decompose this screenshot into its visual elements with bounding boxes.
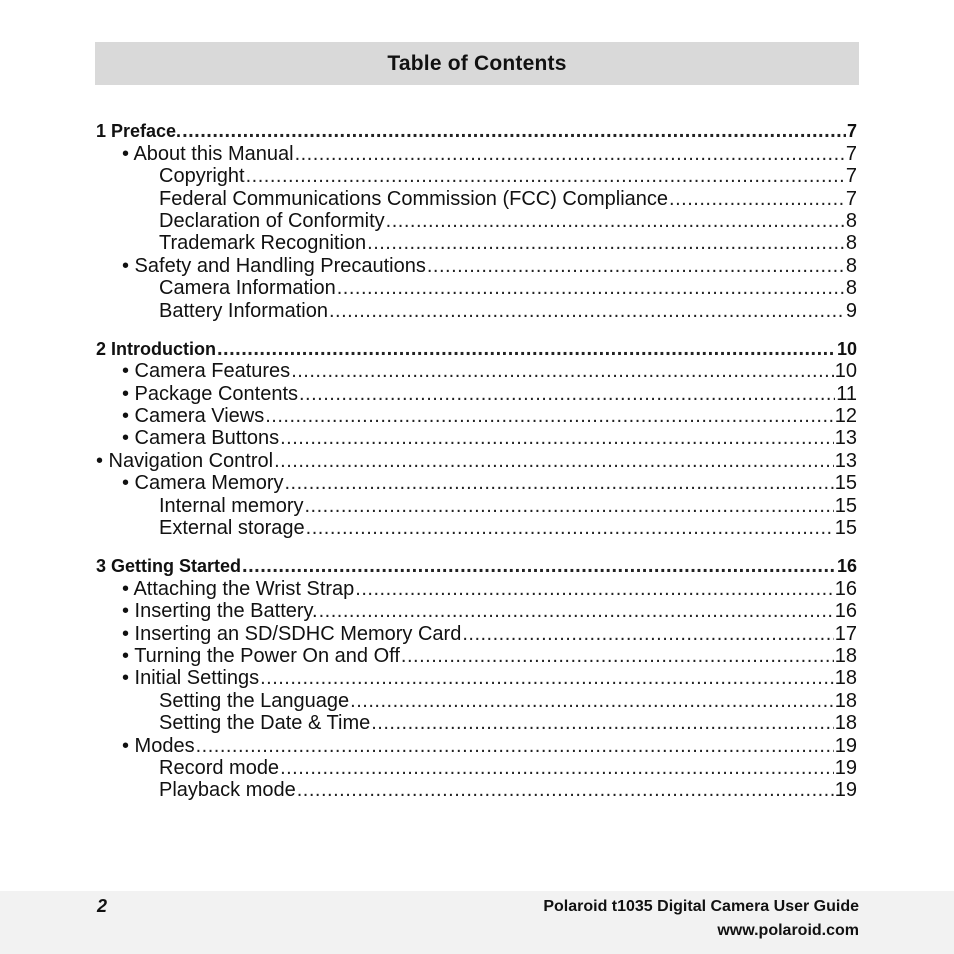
toc-entry-page: 8 bbox=[845, 277, 857, 300]
toc-entry[interactable] bbox=[96, 666, 857, 688]
page-number: 2 bbox=[97, 896, 108, 916]
toc-entry[interactable] bbox=[96, 688, 857, 710]
toc-entry-page: 15 bbox=[834, 517, 857, 540]
toc-entry[interactable] bbox=[96, 209, 857, 231]
table-of-contents bbox=[96, 119, 857, 800]
dot-leader bbox=[386, 211, 845, 231]
dot-leader bbox=[280, 428, 834, 448]
dot-leader bbox=[297, 780, 834, 800]
dot-leader bbox=[295, 144, 845, 164]
toc-entry[interactable] bbox=[96, 756, 857, 778]
toc-entry-page: 16 bbox=[834, 577, 857, 600]
toc-entry[interactable] bbox=[96, 711, 857, 733]
toc-entry-page: 8 bbox=[845, 254, 857, 277]
toc-entry-page: 18 bbox=[834, 712, 857, 735]
dot-leader bbox=[246, 166, 845, 186]
toc-entry[interactable] bbox=[96, 621, 857, 643]
toc-entry-label: Internal memory bbox=[159, 494, 304, 517]
toc-entry-label: • Safety and Handling Precautions bbox=[122, 254, 426, 277]
toc-entry[interactable] bbox=[96, 276, 857, 298]
toc-entry-page: 19 bbox=[834, 756, 857, 779]
dot-leader bbox=[401, 646, 834, 666]
toc-entry-page: 19 bbox=[834, 734, 857, 757]
toc-entry-label: 3 Getting Started bbox=[96, 556, 242, 577]
toc-entry-page: 7 bbox=[845, 165, 857, 188]
dot-leader bbox=[462, 624, 833, 644]
toc-entry-label: • Navigation Control bbox=[96, 449, 274, 472]
dot-leader bbox=[669, 189, 845, 209]
page-title: Table of Contents bbox=[387, 51, 567, 75]
toc-entry-page: 13 bbox=[834, 427, 857, 450]
dot-leader bbox=[196, 736, 834, 756]
dot-leader bbox=[319, 601, 834, 621]
toc-entry-page: 16 bbox=[836, 556, 857, 577]
toc-entry-label: Camera Information bbox=[159, 277, 336, 300]
dot-leader bbox=[260, 668, 834, 688]
toc-entry-label: • Camera Features bbox=[122, 360, 291, 383]
toc-entry-label: 1 Preface. bbox=[96, 121, 182, 142]
toc-entry-page: 8 bbox=[845, 209, 857, 232]
toc-entry-page: 7 bbox=[845, 187, 857, 210]
toc-title-bar bbox=[95, 42, 859, 85]
toc-entry-label: • Camera Memory bbox=[122, 472, 284, 495]
toc-entry-label: • Inserting an SD/SDHC Memory Card bbox=[122, 622, 462, 645]
toc-entry[interactable] bbox=[96, 471, 857, 493]
toc-entry-page: 16 bbox=[834, 600, 857, 623]
toc-entry-page: 15 bbox=[834, 472, 857, 495]
toc-entry-label: • Camera Buttons bbox=[122, 427, 280, 450]
toc-entry-page: 19 bbox=[834, 779, 857, 802]
dot-leader bbox=[265, 406, 834, 426]
toc-entry[interactable] bbox=[96, 186, 857, 208]
toc-entry-label: Record mode bbox=[159, 756, 280, 779]
dot-leader bbox=[284, 473, 833, 493]
section-gap bbox=[96, 538, 857, 554]
toc-entry-label: External storage bbox=[159, 517, 305, 540]
toc-entry-page: 12 bbox=[834, 405, 857, 428]
toc-entry-label: • Inserting the Battery. bbox=[122, 600, 318, 623]
toc-entry-page: 18 bbox=[834, 644, 857, 667]
dot-leader bbox=[427, 256, 845, 276]
dot-leader bbox=[217, 339, 836, 359]
dot-leader bbox=[305, 496, 834, 516]
toc-entry-page: 7 bbox=[845, 142, 857, 165]
toc-entry-label: Setting the Date & Time bbox=[159, 712, 371, 735]
toc-entry-page: 9 bbox=[845, 299, 857, 322]
toc-entry[interactable] bbox=[96, 298, 857, 320]
guide-title: Polaroid t1035 Digital Camera User Guide bbox=[543, 898, 859, 915]
toc-entry[interactable] bbox=[96, 516, 857, 538]
toc-entry-label: Playback mode bbox=[159, 779, 296, 802]
toc-entry[interactable] bbox=[96, 599, 857, 621]
toc-entry[interactable] bbox=[96, 426, 857, 448]
dot-leader bbox=[306, 518, 834, 538]
toc-entry[interactable] bbox=[96, 644, 857, 666]
toc-entry[interactable] bbox=[96, 231, 857, 253]
toc-chapter-entry[interactable] bbox=[96, 337, 857, 359]
toc-entry[interactable] bbox=[96, 778, 857, 800]
dot-leader bbox=[355, 579, 833, 599]
toc-entry-page: 7 bbox=[846, 121, 857, 142]
dot-leader bbox=[242, 556, 836, 576]
dot-leader bbox=[337, 278, 845, 298]
toc-entry[interactable] bbox=[96, 404, 857, 426]
toc-chapter-entry[interactable] bbox=[96, 119, 857, 141]
footer-info bbox=[543, 895, 859, 943]
toc-entry-page: 10 bbox=[836, 338, 857, 359]
toc-chapter-entry[interactable] bbox=[96, 554, 857, 576]
toc-entry-page: 18 bbox=[834, 667, 857, 690]
dot-leader bbox=[350, 691, 834, 711]
dot-leader bbox=[182, 121, 846, 141]
toc-entry-page: 11 bbox=[836, 382, 857, 405]
toc-entry-page: 17 bbox=[834, 622, 857, 645]
toc-entry-label: 2 Introduction bbox=[96, 338, 216, 359]
dot-leader bbox=[299, 384, 835, 404]
dot-leader bbox=[329, 301, 845, 321]
toc-entry-page: 15 bbox=[834, 494, 857, 517]
toc-entry[interactable] bbox=[96, 253, 857, 275]
toc-entry-label: Federal Communications Commission (FCC) Compliance bbox=[159, 187, 669, 210]
toc-entry-page: 10 bbox=[834, 360, 857, 383]
toc-entry-page: 18 bbox=[834, 689, 857, 712]
toc-entry-label: • Package Contents bbox=[122, 382, 298, 405]
toc-entry-label: Battery Information bbox=[159, 299, 328, 322]
dot-leader bbox=[367, 233, 845, 253]
toc-entry-page: 8 bbox=[845, 232, 857, 255]
section-gap bbox=[96, 321, 857, 337]
toc-entry-label: • Modes bbox=[122, 734, 195, 757]
dot-leader bbox=[291, 361, 834, 381]
dot-leader bbox=[371, 713, 834, 733]
toc-entry-label: • Turning the Power On and Off bbox=[122, 644, 400, 667]
toc-entry-label: Trademark Recognition bbox=[159, 232, 367, 255]
website-link[interactable]: www.polaroid.com bbox=[717, 922, 859, 939]
toc-entry-label: • Attaching the Wrist Strap bbox=[122, 577, 355, 600]
toc-entry-label: • Camera Views bbox=[122, 405, 265, 428]
toc-entry-page: 13 bbox=[834, 449, 857, 472]
toc-entry-label: Setting the Language bbox=[159, 689, 350, 712]
toc-entry[interactable] bbox=[96, 493, 857, 515]
toc-entry[interactable] bbox=[96, 359, 857, 381]
dot-leader bbox=[274, 451, 834, 471]
toc-entry[interactable] bbox=[96, 141, 857, 163]
toc-entry-label: • Initial Settings bbox=[122, 667, 260, 690]
toc-entry-label: Copyright bbox=[159, 165, 245, 188]
toc-entry[interactable] bbox=[96, 733, 857, 755]
toc-entry-label: Declaration of Conformity bbox=[159, 209, 385, 232]
dot-leader bbox=[280, 758, 834, 778]
toc-entry[interactable] bbox=[96, 381, 857, 403]
toc-entry[interactable] bbox=[96, 576, 857, 598]
toc-entry-label: • About this Manual bbox=[122, 142, 294, 165]
toc-entry[interactable] bbox=[96, 164, 857, 186]
toc-entry[interactable] bbox=[96, 448, 857, 470]
